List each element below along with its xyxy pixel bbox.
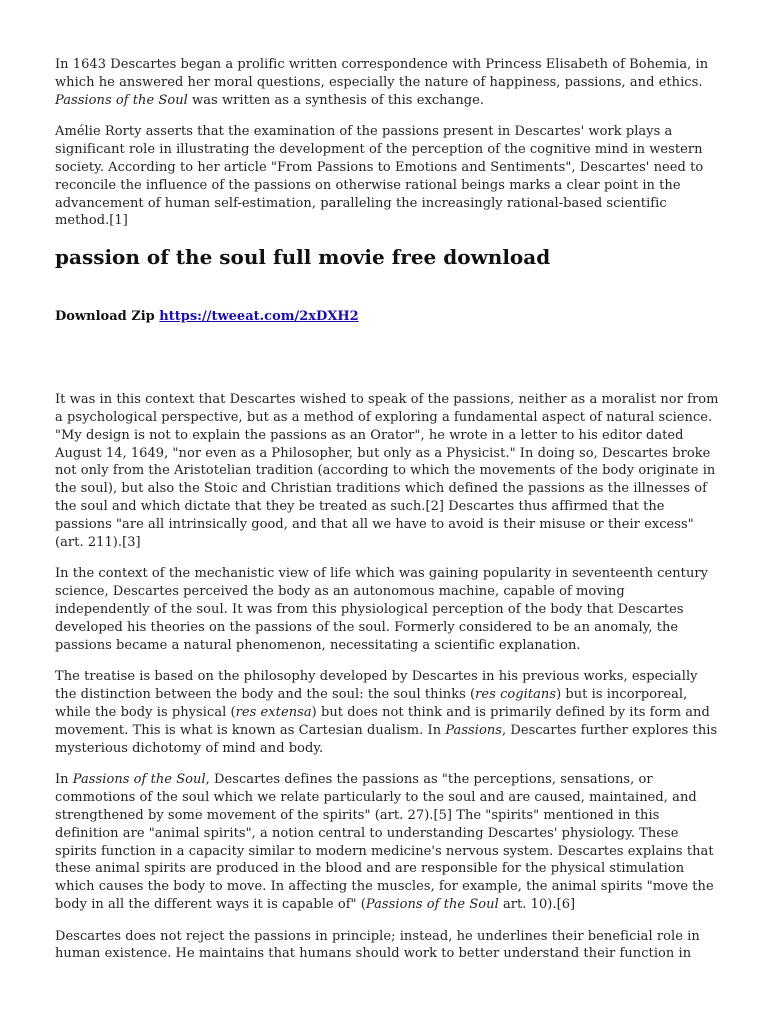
text-run: In xyxy=(55,772,73,788)
text-run: ) but does not think and is primarily defined by its form and movement. This is what is known as Cartesian dualism. In xyxy=(55,704,710,738)
text-run: , Descartes further explores this mysterious dichotomy of mind and body. xyxy=(55,722,718,756)
italic-title: Passions of the Soul xyxy=(55,92,188,108)
paragraph-body-5: Descartes does not reject the passions in principle; instead, he underlines their beneficial role in human existence. He maintains that humans should work to better understand their function in xyxy=(55,928,700,962)
download-line xyxy=(55,308,720,325)
paragraph-body-4 xyxy=(55,771,720,913)
text-run: , Descartes defines the passions as "the perceptions, sensations, or commotions of the soul which we relate particularly to the soul and are caused, maintained, and strengthened by some movement of the spirits" (art. 27).[5] The "spirits" mentioned in this definition are "animal spirits", a notion central to understanding Descartes' physiology. These spirits function in a capacity similar to modern medicine's nervous system. Descartes explains that these animal spirits are produced in the blood and are responsible for the physical stimulation which causes the body to move. In affecting the muscles, for example, the animal spirits "move the body in all the different ways it is capable of" ( xyxy=(55,772,714,912)
italic-title: Passions xyxy=(445,722,502,738)
text-run: The treatise is based on the philosophy developed by Descartes in his previous works, especially the distinction between the body and the soul: the soul thinks ( xyxy=(55,669,698,703)
paragraph-intro-2: Amélie Rorty asserts that the examination of the passions present in Descartes' work plays a significant role in illustrating the development of the perception of the cognitive mind in western society. According to her article "From Passions to Emotions and Sentiments", Descartes' need to reconcile the influence of the passions on otherwise rational beings marks a clear point in the advancement of human self-estimation, paralleling the increasingly rational-based scientific method.[1] xyxy=(55,124,704,229)
article-content xyxy=(55,56,720,977)
download-link[interactable]: https://tweeat.com/2xDXH2 xyxy=(159,309,359,325)
text-run: art. 10).[6] xyxy=(498,896,576,912)
italic-term: res extensa xyxy=(235,704,312,720)
italic-term: res cogitans xyxy=(475,687,557,703)
paragraph-body-3 xyxy=(55,668,720,757)
paragraph-body-2: In the context of the mechanistic view of life which was gaining popularity in seventeenth century science, Descartes perceived the body as an autonomous machine, capable of moving independently of the soul. It was from this physiological perception of the body that Descartes developed his theories on the passions of the soul. Formerly considered to be an anomaly, the passions became a natural phenomenon, necessitating a scientific explanation. xyxy=(55,566,709,653)
page-heading: passion of the soul full movie free download xyxy=(55,245,551,270)
italic-title: Passions of the Soul xyxy=(72,772,206,788)
text-run: was written as a synthesis of this exchange. xyxy=(187,92,485,108)
download-label: Download Zip xyxy=(55,309,155,325)
text-run: In 1643 Descartes began a prolific written correspondence with Princess Elisabeth of Bohemia, in which he answered her moral questions, especially the nature of happiness, passions, and ethics. xyxy=(55,57,709,90)
text-run: ) but is incorporeal, while the body is physical ( xyxy=(55,687,688,720)
paragraph-body-1: It was in this context that Descartes wished to speak of the passions, neither as a moralist nor from a psychological perspective, but as a method of exploring a fundamental aspect of natural science. "My design is not to explain the passions as an Orator", he wrote in a letter to his editor dated August 14, 1649, "nor even as a Philosopher, but only as a Physicist." In doing so, Descartes broke not only from the Aristotelian tradition (according to which the movements of the body originate in the soul), but also the Stoic and Christian traditions which defined the passions as the illnesses of the soul and which dictate that they be treated as such.[2] Descartes thus affirmed that the passions "are all intrinsically good, and that all we have to avoid is their misuse or their excess" (art. 211).[3] xyxy=(55,392,719,550)
italic-title: Passions of the Soul xyxy=(365,896,499,912)
paragraph-intro-1 xyxy=(55,56,720,109)
